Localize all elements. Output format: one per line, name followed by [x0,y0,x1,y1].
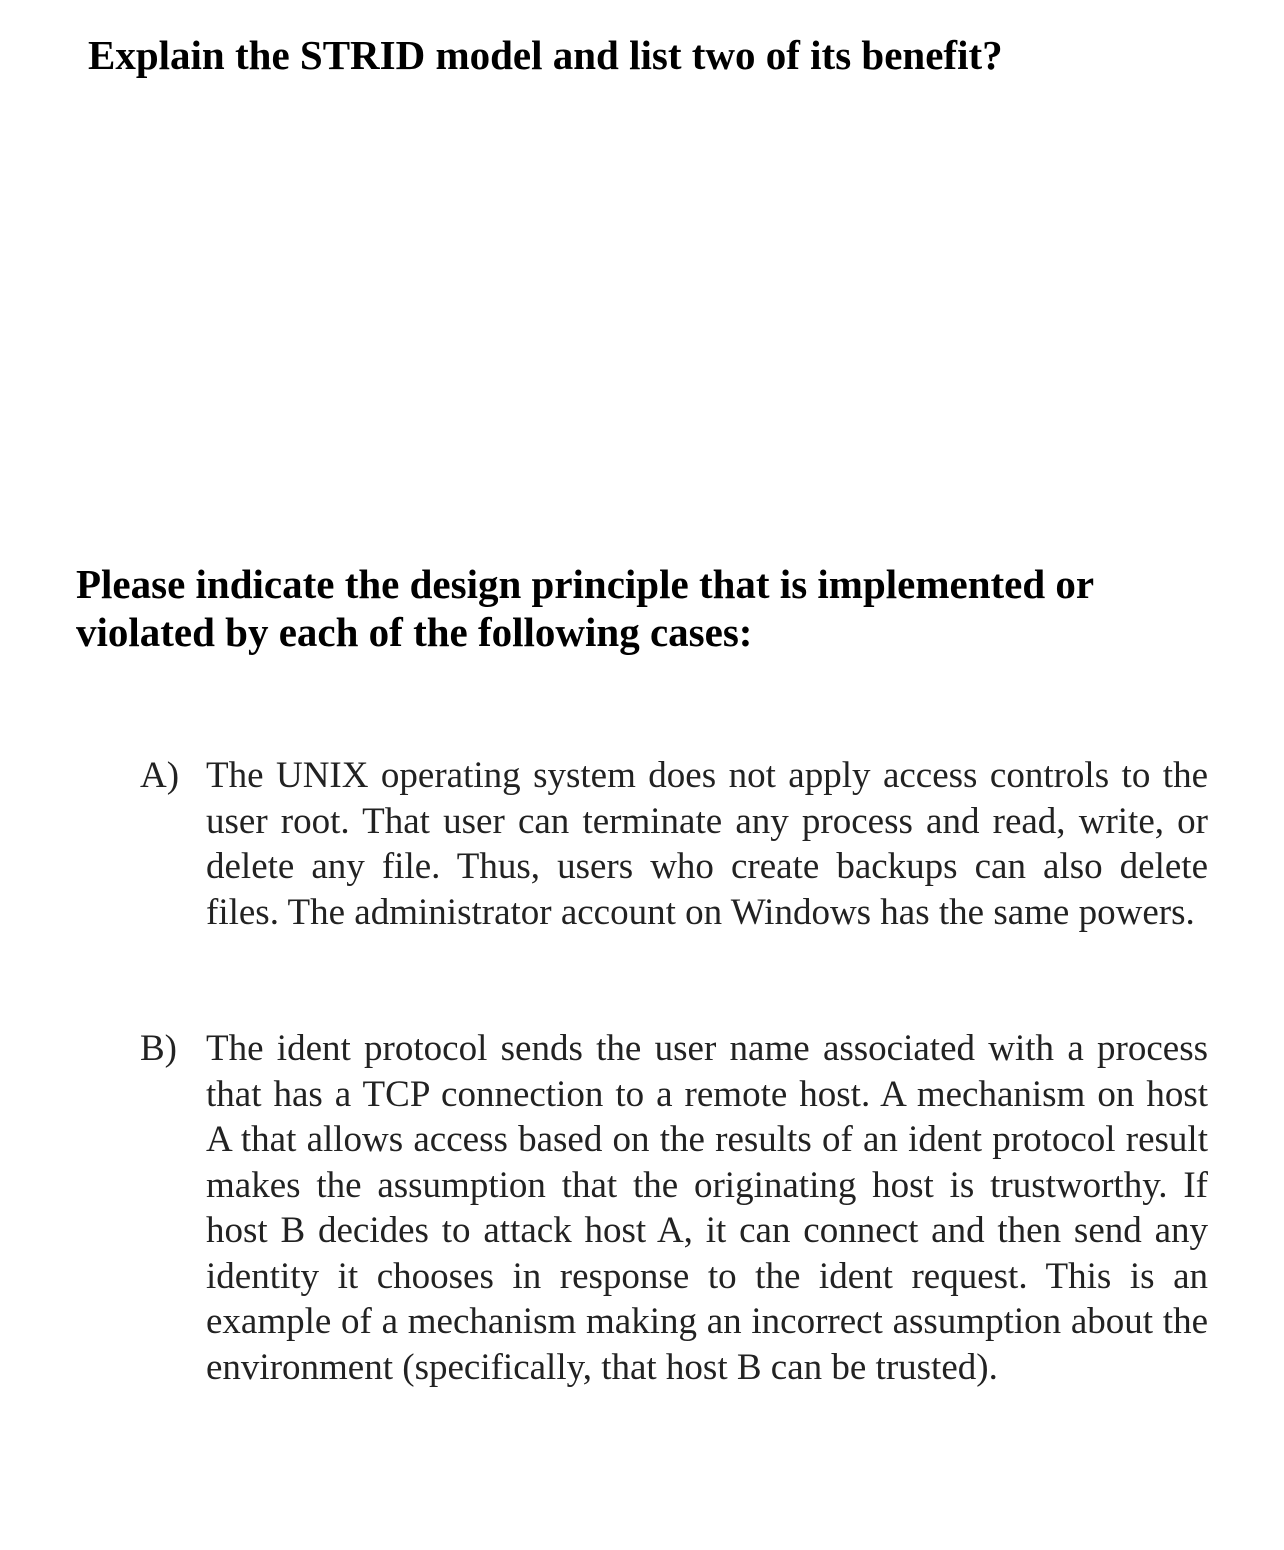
question-1-heading: Explain the STRID model and list two of its benefit? [88,32,1003,78]
case-a [140,753,1208,935]
case-a-marker: A) [140,755,180,796]
case-b [140,1026,1208,1390]
question-2-heading: Please indicate the design principle that is implemented or violated by each of the following cases: [76,561,1094,655]
case-a-text: The UNIX operating system does not apply access controls to the user root. That user can terminate any process and read, write, or delete any file. Thus, users who create backups can also delete files. The administrator account on Windows has the same powers. [206,755,1208,933]
case-b-marker: B) [140,1028,177,1069]
case-b-text: The ident protocol sends the user name associated with a process that has a TCP connection to a remote host. A mechanism on host A that allows access based on the results of an ident protocol result makes the assumption that the originating host is trustworthy. If host B decides to attack host A, it can connect and then send any identity it chooses in response to the ident request. This is an example of a mechanism making an incorrect assumption about the environment (specifically, that host B can be trusted). [206,1028,1208,1388]
